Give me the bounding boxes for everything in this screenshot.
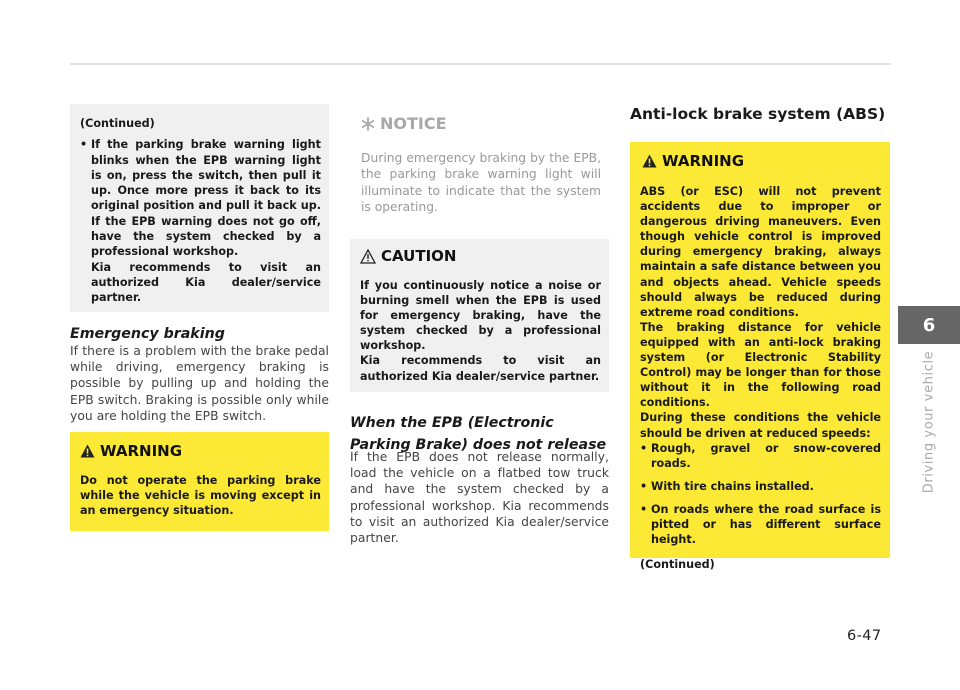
- caution-text-2: Kia recommends to visit an authorized Kia dealer/service partner.: [360, 354, 601, 383]
- emergency-braking-body: If there is a problem with the brake pedal while driving, emergency braking is possible by pulling up and holding the EPB switch. Braking is possible only while you are holding the EPB switch.: [70, 344, 329, 423]
- epb-no-release-body: If the EPB does not release normally, load the vehicle on a flatbed tow truck and have the system checked by a professional workshop. Kia recommends to visit an authorized Kia dealer/service partner.: [350, 450, 609, 546]
- warning-title: WARNING: [100, 442, 183, 460]
- abs-warning-title: WARNING: [662, 152, 745, 170]
- caution-box: [350, 239, 609, 392]
- abs-bullet-item: [640, 441, 881, 471]
- notice-heading: [361, 114, 447, 133]
- caution-title: CAUTION: [381, 247, 457, 265]
- abs-warning-paragraph-1: ABS (or ESC) will not prevent accidents due to improper or dangerous driving maneuvers. Even though vehicle control is improved during emergency braking, always maintain a safe distance between you and objects ahead. Vehicle speeds should always be reduced during extreme road conditions.: [640, 185, 881, 319]
- page-number: 6-47: [847, 628, 882, 644]
- warning-box-parking: [70, 432, 329, 531]
- warning-heading: [80, 442, 321, 460]
- abs-bullet-text: On roads where the road surface is pitted or has different surface height.: [651, 502, 881, 547]
- warning-triangle-icon: [642, 154, 657, 168]
- caution-triangle-icon: [360, 249, 376, 264]
- chapter-tab: [898, 306, 960, 344]
- warning-text: Do not operate the parking brake while the vehicle is moving except in an emergency situation.: [80, 474, 321, 518]
- abs-bullet-item: [640, 479, 881, 494]
- warning-box-abs: [630, 142, 890, 572]
- epb-no-release-heading: When the EPB (Electronic Parking Brake) does not release: [350, 415, 607, 453]
- continued-header: (Continued): [80, 117, 155, 130]
- bullet-dot: •: [640, 502, 648, 516]
- abs-warning-paragraph-2: The braking distance for vehicle equipped with an anti-lock braking system (or Electronic Stability Control) may be longer than for those without it in the following road conditions.: [640, 320, 881, 410]
- continued-box: [70, 104, 329, 312]
- continued-bullet-text: If the parking brake warning light blinks when the EPB warning light is on, press the switch, then pull it up. Once more press it back to its original position and pull it back up. If the EPB warning does not go off, have the system checked by a professional workshop.: [91, 138, 321, 259]
- abs-bullet-text: Rough, gravel or snow-covered roads.: [651, 441, 881, 470]
- abs-bullet-item: [640, 502, 881, 547]
- abs-warning-heading: [640, 152, 881, 170]
- bullet-dot: •: [80, 138, 88, 152]
- abs-continued: (Continued): [640, 558, 715, 572]
- continued-bullet: [80, 137, 321, 305]
- abs-heading: Anti-lock brake system (ABS): [630, 105, 886, 123]
- bullet-dot: •: [640, 479, 648, 493]
- notice-title: NOTICE: [380, 114, 447, 133]
- chapter-label: Driving your vehicle: [921, 350, 937, 494]
- abs-bullet-text: With tire chains installed.: [651, 479, 814, 493]
- top-divider: [70, 63, 891, 65]
- chapter-number: 6: [922, 314, 936, 336]
- notice-asterisk-icon: [361, 117, 375, 131]
- continued-bullet-text-2: Kia recommends to visit an authorized Kia dealer/service partner.: [91, 260, 321, 305]
- abs-warning-paragraph-3: During these conditions the vehicle should be driven at reduced speeds:: [640, 411, 881, 440]
- caution-text: If you continuously notice a noise or burning smell when the EPB is used for emergency braking, have the system checked by a professional workshop.: [360, 279, 601, 353]
- caution-heading: [360, 247, 601, 265]
- emergency-braking-heading: Emergency braking: [70, 326, 225, 342]
- notice-text: During emergency braking by the EPB, the parking brake warning light will illuminate to indicate that the system is operating.: [361, 151, 601, 214]
- warning-triangle-icon: [80, 444, 95, 458]
- bullet-dot: •: [640, 441, 648, 455]
